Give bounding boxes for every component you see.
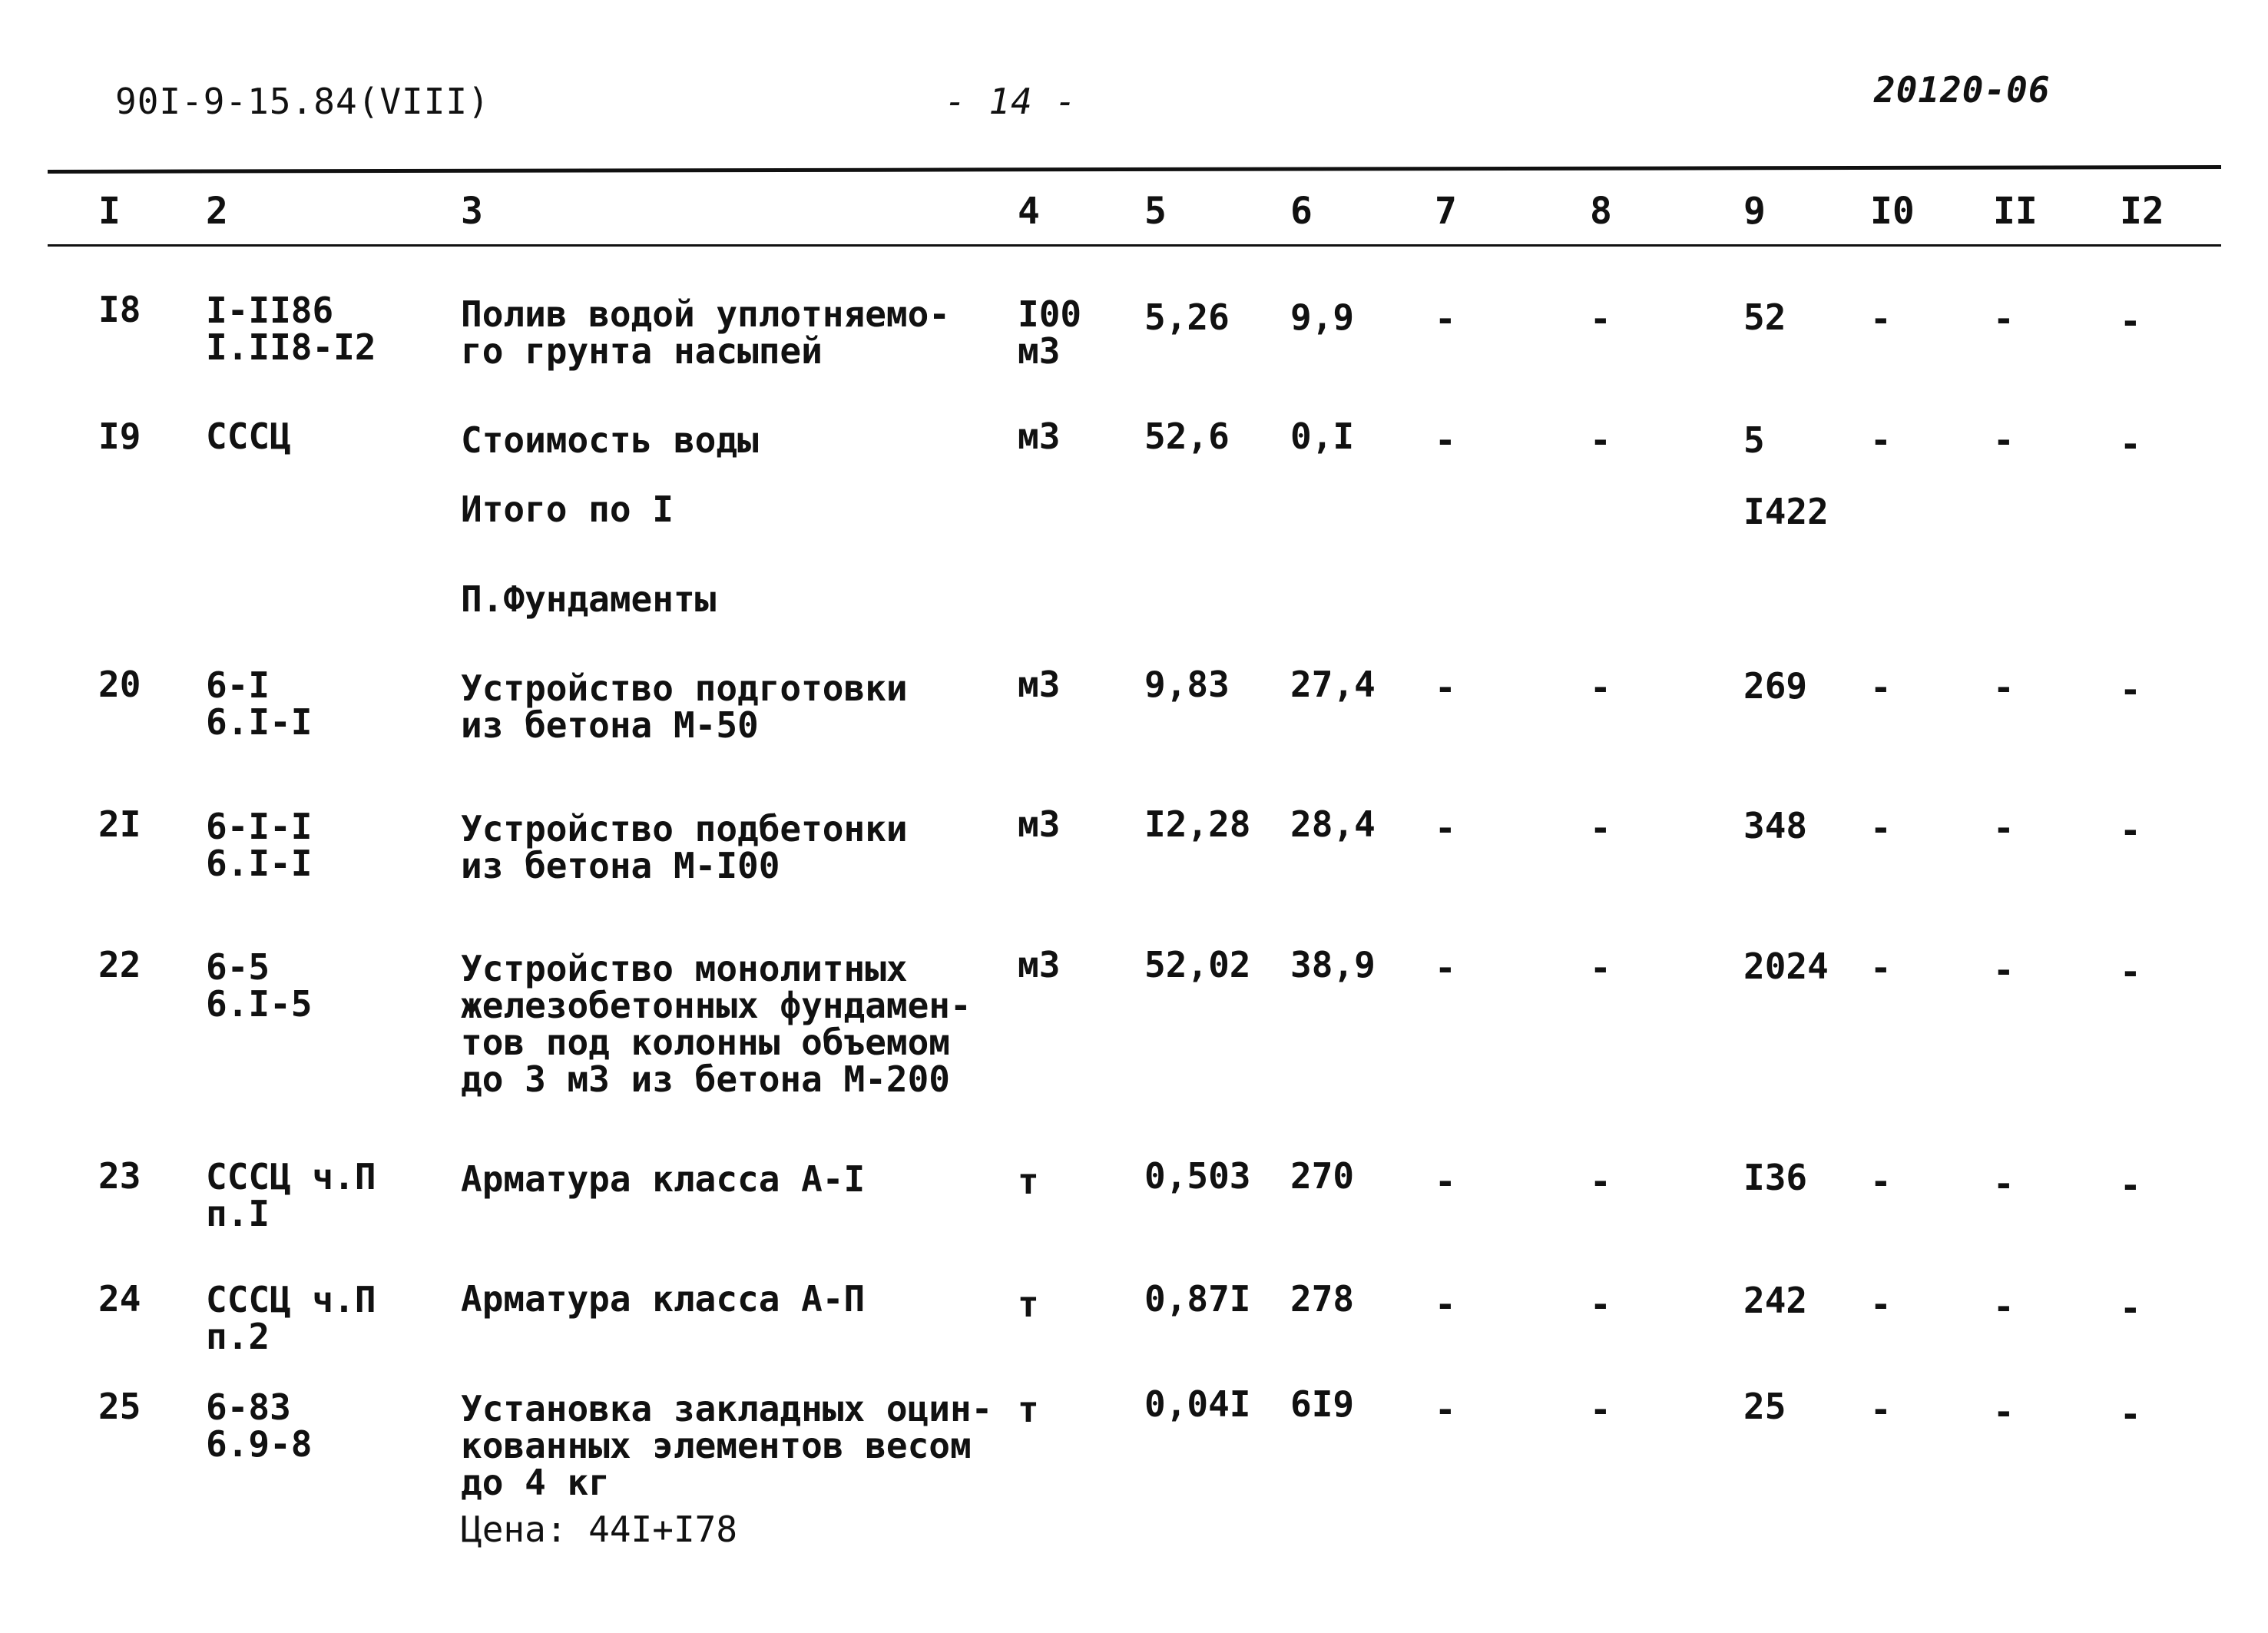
column-header-3: 3 (461, 190, 483, 233)
row-col12: - (2120, 1287, 2141, 1329)
page-number: - 14 - (945, 81, 1078, 122)
row-col11: - (1993, 667, 2015, 708)
row-unit: м3 (1018, 664, 1061, 705)
row-name: Устройство монолитных железобетонных фундамен- тов под колонны объемом до 3 м3 из бетона М-200 (461, 948, 972, 1100)
row-quantity: 52,02 (1144, 944, 1251, 985)
row-price: 6I9 (1290, 1383, 1355, 1425)
row-col8: - (1590, 807, 1611, 849)
row-total: 242 (1743, 1280, 1808, 1321)
row-col8: - (1590, 947, 1611, 989)
row-quantity: 0,04I (1144, 1383, 1251, 1425)
column-header-rule (48, 244, 2221, 247)
column-header-8: 8 (1590, 190, 1612, 233)
column-header-5: 5 (1144, 190, 1167, 233)
row-col11: - (1993, 807, 2015, 849)
row-number: 23 (98, 1155, 141, 1197)
row-name: Установка закладных оцин- кованных элементов весом до 4 кг (461, 1388, 993, 1503)
row-unit: м3 (1018, 803, 1061, 845)
column-header-7: 7 (1435, 190, 1457, 233)
row-col10: - (1870, 1284, 1892, 1325)
row-code: 6-83 6.9-8 (206, 1386, 313, 1465)
row-unit: м3 (1018, 944, 1061, 985)
row-col11: - (1993, 1391, 2015, 1433)
row-col11: - (1993, 1163, 2015, 1204)
row-unit: т (1018, 1389, 1039, 1430)
row-price: 278 (1290, 1278, 1355, 1320)
row-col12: - (2120, 423, 2141, 465)
row-total: 2024 (1743, 946, 1829, 987)
column-header-12: I2 (2120, 190, 2164, 233)
row-col10: - (1870, 1161, 1892, 1202)
row-col12: - (2120, 1164, 2141, 1206)
row-col10: - (1870, 807, 1892, 849)
row-unit: I00 м3 (1018, 293, 1082, 372)
row-total: 5 (1743, 419, 1765, 461)
column-header-9: 9 (1743, 190, 1766, 233)
row-price: 27,4 (1290, 664, 1376, 705)
subtotal-label: Итого по I (461, 489, 674, 530)
row-col8: - (1590, 667, 1611, 708)
row-quantity: I2,28 (1144, 803, 1251, 845)
row-code: СССЦ ч.П п.I (206, 1156, 376, 1234)
row-col10: - (1870, 298, 1892, 340)
row-col7: - (1435, 1161, 1456, 1202)
row-name: Устройство подготовки из бетона М-50 (461, 667, 908, 746)
row-name: Полив водой уплотняемо- го грунта насыпей (461, 293, 950, 372)
row-total: 269 (1743, 665, 1808, 707)
row-name: Стоимость воды (461, 419, 759, 461)
row-code: СССЦ ч.П п.2 (206, 1279, 376, 1357)
price-note: Цена: 44I+I78 (461, 1509, 738, 1550)
row-code: I-II86 I.II8-I2 (206, 290, 376, 368)
row-number: I9 (98, 416, 141, 457)
row-quantity: 9,83 (1144, 664, 1230, 705)
header-rule (48, 165, 2221, 174)
column-header-4: 4 (1018, 190, 1040, 233)
row-col12: - (2120, 300, 2141, 342)
row-unit: т (1018, 1284, 1039, 1325)
subtotal-value: I422 (1743, 491, 1829, 532)
row-col7: - (1435, 419, 1456, 461)
row-col7: - (1435, 667, 1456, 708)
row-col10: - (1870, 1389, 1892, 1430)
row-code: 6-I 6.I-I (206, 664, 313, 743)
row-col12: - (2120, 951, 2141, 992)
row-quantity: 52,6 (1144, 416, 1230, 457)
column-header-11: II (1993, 190, 2038, 233)
row-total: I36 (1743, 1157, 1808, 1198)
row-total: 52 (1743, 296, 1786, 338)
row-number: I8 (98, 289, 141, 330)
row-number: 25 (98, 1386, 141, 1427)
section-heading: П.Фундаменты (461, 578, 717, 620)
row-col8: - (1590, 1161, 1611, 1202)
row-col11: - (1993, 419, 2015, 461)
row-price: 28,4 (1290, 803, 1376, 845)
row-col8: - (1590, 1389, 1611, 1430)
row-unit: т (1018, 1161, 1039, 1202)
row-col7: - (1435, 807, 1456, 849)
row-col8: - (1590, 1284, 1611, 1325)
row-code: СССЦ (206, 416, 291, 457)
row-col8: - (1590, 419, 1611, 461)
row-col8: - (1590, 298, 1611, 340)
row-col10: - (1870, 419, 1892, 461)
row-col11: - (1993, 949, 2015, 991)
row-number: 2I (98, 803, 141, 845)
column-header-10: I0 (1870, 190, 1915, 233)
row-col11: - (1993, 1286, 2015, 1327)
row-name: Устройство подбетонки из бетона М-I00 (461, 808, 908, 886)
row-quantity: 5,26 (1144, 296, 1230, 338)
row-number: 22 (98, 944, 141, 985)
row-col7: - (1435, 1389, 1456, 1430)
row-col7: - (1435, 947, 1456, 989)
row-price: 0,I (1290, 416, 1355, 457)
row-col10: - (1870, 667, 1892, 708)
row-col10: - (1870, 947, 1892, 989)
row-quantity: 0,503 (1144, 1155, 1251, 1197)
row-col11: - (1993, 298, 2015, 340)
row-price: 38,9 (1290, 944, 1376, 985)
row-quantity: 0,87I (1144, 1278, 1251, 1320)
row-col7: - (1435, 298, 1456, 340)
row-total: 348 (1743, 805, 1808, 846)
row-col12: - (2120, 810, 2141, 851)
column-header-6: 6 (1290, 190, 1313, 233)
row-code: 6-I-I 6.I-I (206, 806, 313, 884)
row-price: 9,9 (1290, 296, 1355, 338)
column-header-1: I (98, 190, 121, 233)
row-name: Арматура класса А-I (461, 1158, 866, 1200)
row-code: 6-5 6.I-5 (206, 946, 313, 1025)
row-unit: м3 (1018, 416, 1061, 457)
row-price: 270 (1290, 1155, 1355, 1197)
document-code: 90I-9-15.84(VIII) (115, 81, 490, 122)
row-number: 20 (98, 664, 141, 705)
row-col12: - (2120, 669, 2141, 711)
document-number: 20120-06 (1874, 69, 2051, 111)
row-number: 24 (98, 1278, 141, 1320)
row-name: Арматура класса А-П (461, 1278, 866, 1320)
row-col12: - (2120, 1393, 2141, 1435)
column-header-2: 2 (206, 190, 228, 233)
row-col7: - (1435, 1284, 1456, 1325)
row-total: 25 (1743, 1386, 1786, 1427)
